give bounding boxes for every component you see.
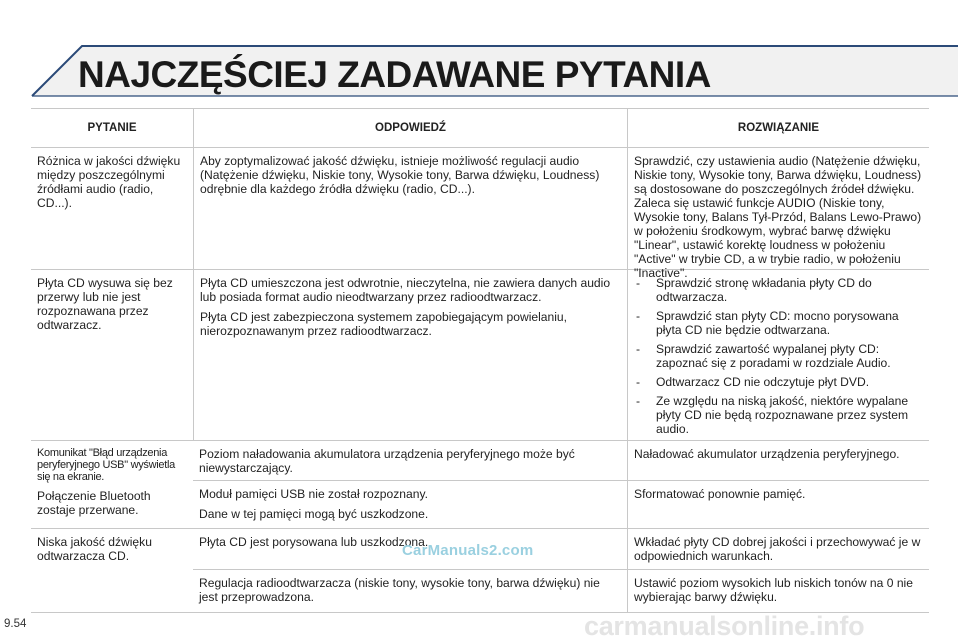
answer-text: Regulacja radioodtwarzacza (niskie tony, wysokie tony, barwa dźwięku) nie jest przeprowadzona.	[199, 576, 600, 604]
answer-text: Płyta CD umieszczona jest odwrotnie, nieczytelna, nie zawiera danych audio lub posiada format audio nieodtwarzany przez radioodtwarzacz.	[200, 276, 611, 304]
answer-text: Poziom naładowania akumulatora urządzenia peryferyjnego może być niewystarczający.	[199, 447, 575, 475]
solution-cell	[627, 481, 929, 529]
solution-list	[634, 276, 923, 436]
table-row	[193, 570, 929, 612]
question-text: Płyta CD wysuwa się bez przerwy lub nie jest rozpoznawana przez odtwarzacz.	[37, 276, 173, 332]
list-item: - Odtwarzacz CD nie odczytuje płyt DVD.	[634, 375, 923, 389]
watermark-carmanualsonline: carmanualsonline.info	[584, 611, 865, 641]
column-header-solution: ROZWIĄZANIE	[627, 109, 929, 147]
table-row-group	[31, 441, 929, 529]
list-item: - Sprawdzić zawartość wypalanej płyty CD: zapoznać się z poradami w rozdziale Audio.	[634, 342, 923, 370]
answer-text: Moduł pamięci USB nie został rozpoznany.	[199, 487, 428, 501]
column-header-answer: ODPOWIEDŹ	[193, 109, 627, 147]
question-cell	[31, 441, 193, 528]
column-header-question: PYTANIE	[87, 122, 137, 134]
faq-table	[31, 108, 929, 613]
header-banner	[0, 0, 960, 110]
question-text: Różnica w jakości dźwięku między poszczególnymi źródłami audio (radio, CD...).	[37, 154, 181, 210]
solution-text: Naładować akumulator urządzenia peryferyjnego.	[634, 447, 900, 461]
question-text: Niska jakość dźwięku odtwarzacza CD.	[37, 535, 152, 563]
table-row	[193, 481, 929, 529]
question-cell	[31, 270, 193, 440]
answer-cell	[193, 481, 627, 529]
list-item: - Sprawdzić stronę wkładania płyty CD do odtwarzacza.	[634, 276, 923, 304]
question-text: Połączenie Bluetooth zostaje przerwane.	[37, 489, 151, 517]
answer-text: Aby zoptymalizować jakość dźwięku, istnieje możliwość regulacji audio (Natężenie dźwięku, Niskie tony, Wysokie tony, Barwa dźwięku, Loudness) odrębnie dla każdego źródła dźwięku (radio, CD...).	[200, 154, 600, 196]
answer-cell	[193, 148, 627, 269]
page-title: NAJCZĘŚCIEJ ZADAWANE PYTANIA	[78, 54, 711, 95]
answer-cell	[193, 270, 627, 440]
list-item: - Ze względu na niską jakość, niektóre wypalane płyty CD nie będą rozpoznawane przez system audio.	[634, 394, 923, 436]
solution-cell	[627, 148, 929, 280]
solution-cell	[627, 529, 929, 569]
answer-text: Płyta CD jest porysowana lub uszkodzona.	[199, 535, 429, 549]
solution-cell	[627, 441, 929, 480]
answer-cell	[193, 441, 627, 480]
table-row	[193, 441, 929, 481]
solution-text: Ustawić poziom wysokich lub niskich tonów na 0 nie wybierając barwy dźwięku.	[634, 576, 913, 604]
table-header-row	[31, 109, 929, 148]
question-cell	[31, 529, 193, 612]
table-row	[193, 529, 929, 570]
page-number: 9.54	[4, 618, 27, 630]
solution-cell	[627, 270, 929, 440]
subrow-container	[193, 441, 929, 528]
answer-text: Dane w tej pamięci mogą być uszkodzone.	[199, 507, 429, 521]
answer-cell	[193, 570, 627, 612]
question-cell	[31, 148, 193, 269]
solution-text: Wkładać płyty CD dobrej jakości i przechowywać je w odpowiednich warunkach.	[634, 535, 921, 563]
table-row	[31, 270, 929, 441]
table-row	[31, 148, 929, 280]
solution-cell	[627, 570, 929, 612]
watermark-carmanuals2: CarManuals2.com	[402, 542, 534, 559]
solution-text: Sformatować ponownie pamięć.	[634, 487, 806, 501]
question-text: Komunikat "Błąd urządzenia peryferyjnego USB" wyświetla się na ekranie.	[37, 447, 175, 483]
answer-text: Płyta CD jest zabezpieczona systemem zapobiegającym powielaniu, nierozpoznawanym przez radioodtwarzacz.	[200, 310, 568, 338]
solution-text: Sprawdzić, czy ustawienia audio (Natężenie dźwięku, Niskie tony, Wysokie tony, Barwa dźwięku, Loudness) są dostosowane do poszczególnych źródeł dźwięku. Zaleca się ustawić funkcje AUDIO (Niskie tony, Wysokie tony, Balans Tył-Przód, Balans Lewo-Prawo) w położeniu środkowym, wybrać barwę dźwięku "Linear", ustawić korektę loudness w położeniu "Active" w trybie CD, a w trybie radio, w położeniu "Inactive".	[634, 154, 922, 280]
list-item: - Sprawdzić stan płyty CD: mocno porysowana płyta CD nie będzie odtwarzana.	[634, 309, 923, 337]
subrow-container	[193, 529, 929, 612]
